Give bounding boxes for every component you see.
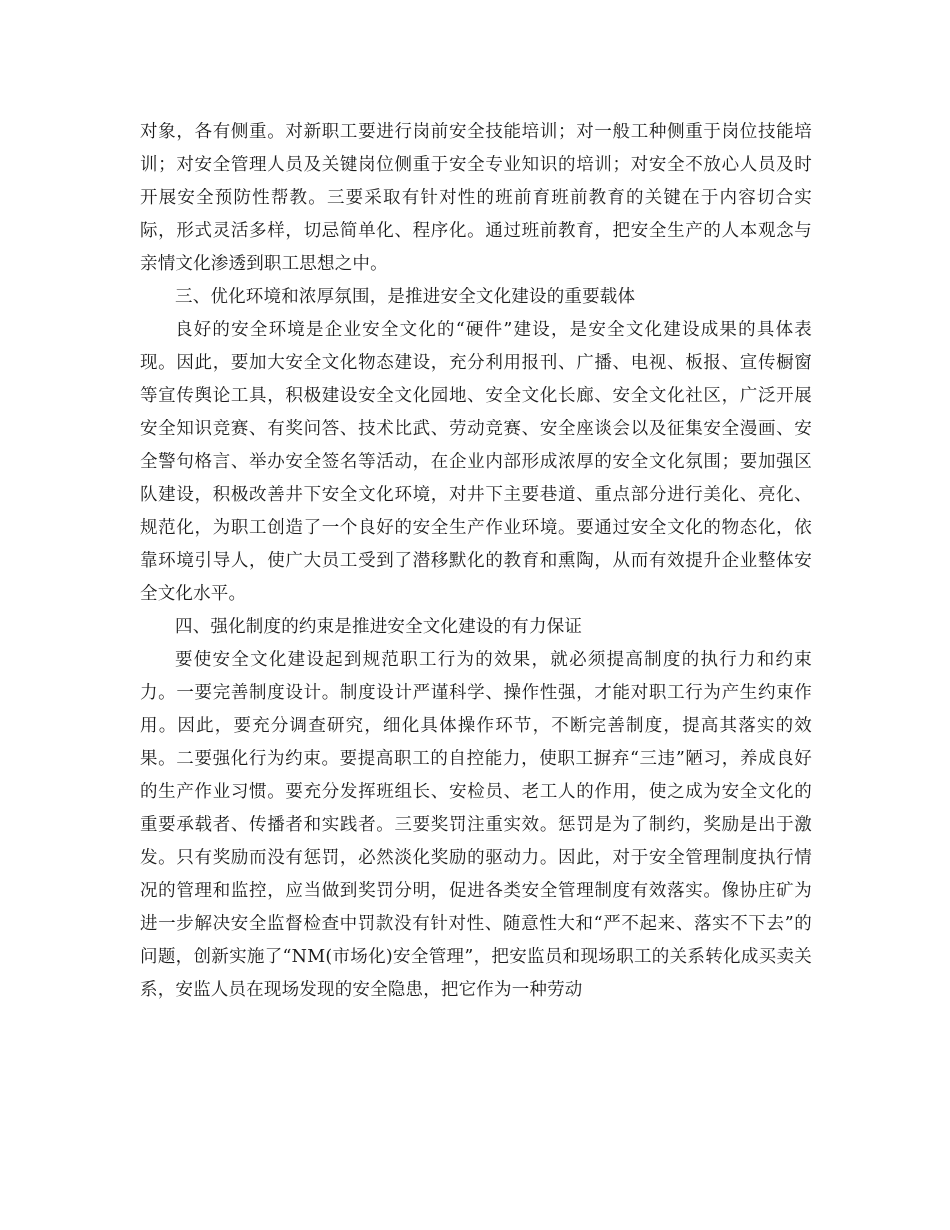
paragraph-environment: 良好的安全环境是企业安全文化的“硬件”建设，是安全文化建设成果的具体表现。因此，要加大安全文化物态建设，充分利用报刊、广播、电视、板报、宣传橱窗等宣传舆论工具，积极建设安全文化园地、安全文化长廊、安全文化社区，广泛开展安全知识竞赛、有奖问答、技术比武、劳动竞赛、安全座谈会以及征集安全漫画、安全警句格言、举办安全签名等活动，在企业内部形成浓厚的安全文化氛围；要加强区队建设，积极改善井下安全文化环境，对井下主要巷道、重点部分进行美化、亮化、规范化，为职工创造了一个良好的安全生产作业环境。要通过安全文化的物态化，依靠环境引导人，使广大员工受到了潜移默化的教育和熏陶，从而有效提升企业整体安全文化水平。 <box>140 320 812 604</box>
paragraph-regulation: 要使安全文化建设起到规范职工行为的效果，就必须提高制度的执行力和约束力。一要完善制度设计。制度设计严谨科学、操作性强，才能对职工行为产生约束作用。因此，要充分调查研究，细化具体操作环节，不断完善制度，提高其落实的效果。二要强化行为约束。要提高职工的自控能力，使职工摒弃“三违”陋习，养成良好的生产作业习惯。要充分发挥班组长、安检员、老工人的作用，使之成为安全文化的重要承载者、传播者和实践者。三要奖罚注重实效。惩罚是为了制约，奖励是出于激发。只有奖励而没有惩罚，必然淡化奖励的驱动力。因此，对于安全管理制度执行情况的管理和监控，应当做到奖罚分明，促进各类安全管理制度有效落实。像协庄矿为进一步解决安全监督检查中罚款没有针对性、随意性大和“严不起来、落实不下去”的问题，创新实施了“NM(市场化)安全管理”，把安监员和现场职工的关系转化成买卖关系，安监人员在现场发现的安全隐患，把它作为一种劳动 <box>140 650 812 1000</box>
section-heading-environment: 三、优化环境和浓厚氛围，是推进安全文化建设的重要载体 <box>175 287 636 307</box>
paragraph-training-focus: 对象，各有侧重。对新职工要进行岗前安全技能培训；对一般工种侧重于岗位技能培训；对安全管理人员及关键岗位侧重于安全专业知识的培训；对安全不放心人员及时开展安全预防性帮教。三要采取有针对性的班前育班前教育的关键在于内容切合实际，形式灵活多样，切忌简单化、程序化。通过班前教育，把安全生产的人本观念与亲情文化渗透到职工思想之中。 <box>140 122 812 274</box>
document-body <box>140 116 812 1007</box>
section-heading-regulation: 四、强化制度的约束是推进安全文化建设的有力保证 <box>175 617 583 637</box>
